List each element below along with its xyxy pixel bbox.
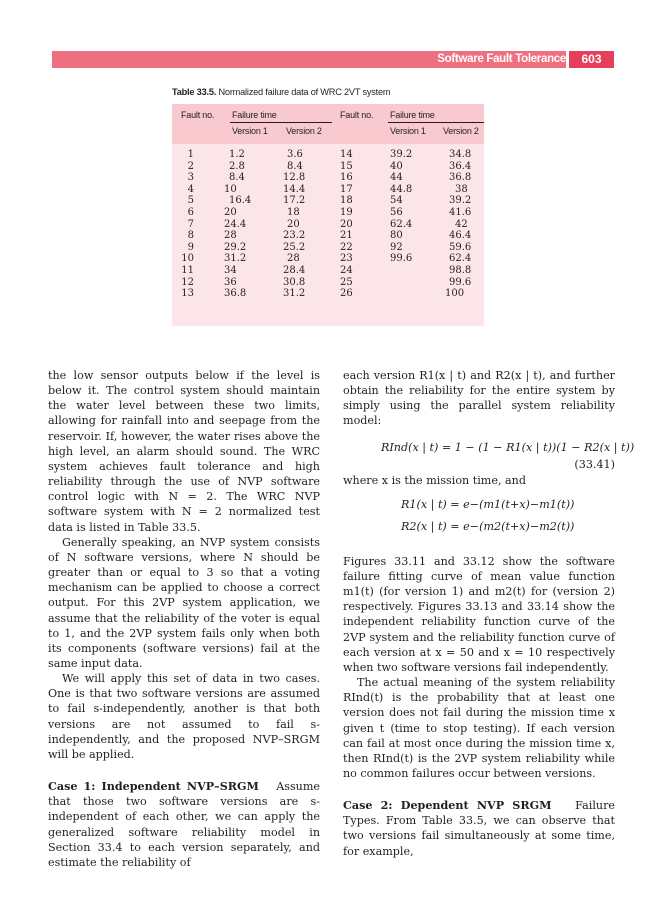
table-caption-text: Normalized failure data of WRC 2VT system: [218, 87, 391, 97]
col-header-version1: Version 1: [232, 126, 268, 136]
table-header: [172, 104, 484, 144]
equation-33-41: [343, 439, 635, 456]
col-header-fault-no: Fault no.: [181, 110, 215, 120]
table-row: 4 10 14.4 17 44.8 38: [187, 183, 468, 195]
paragraph: Generally speaking, an NVP system consists of N software versions, where N should be greater than or equal to 3 so that a voting mechanism can be applied to choose a correct output. For this 2VP system application, we assume that the reliability of the voter is equal to 1, and the 2VP system fails only when both its components (software versions) fail at the same input data.: [48, 535, 320, 670]
table-row: 13 36.8 31.2 26 100: [181, 288, 465, 300]
table-row: 5 16.4 17.2 18 54 39.2: [187, 195, 472, 207]
case1-paragraph: [48, 779, 320, 870]
case2-text: Failure Types. From Table 33.5, we can observe that two versions fail simultaneously at some time, for example,: [343, 799, 616, 858]
equation-number-row: [343, 456, 615, 473]
case1-text: Assume that those two software versions are s-independent of each other, we can apply the generalized software reliability model in Section 33.4 to each version separately, and estimate the reliability of: [48, 780, 320, 869]
col-header-version1-2: Version 1: [390, 126, 426, 136]
table-row: 1 1.2 3.6 14 39.2 34.8: [187, 149, 472, 160]
col-header-failure-time-2: Failure time: [390, 110, 435, 120]
case2-paragraph: [343, 798, 615, 859]
paragraph: the low sensor outputs below if the level is below it. The control system should maintain the water level between these two limits, allowing for rainfall into and seepage from the reservoir. If, however, the water rises above the high level, an alarm should sound. The WRC system achieves fault tolerance and high reliability through the use of NVP software control logic with N = 2. The WRC NVP software system with N = 2 normalized test data is listed in Table 33.5.: [48, 369, 320, 534]
running-header-title: Software Fault Tolerance: [437, 53, 566, 65]
col-header-failure-time: Failure time: [232, 110, 277, 120]
paragraph: where x is the mission time, and: [343, 473, 526, 487]
left-column: [48, 368, 320, 870]
table-row: 3 8.4 12.8 16 44 36.8: [187, 172, 472, 184]
header-rule-2: [388, 122, 484, 123]
equation-r2: R2(x | t) = e−(m2(t+x)−m2(t)): [401, 519, 575, 533]
table-body: [172, 144, 484, 326]
col-header-version2-2: Version 2: [443, 126, 479, 136]
right-column: [343, 368, 635, 859]
case1-heading: Case 1: Independent NVP–SRGM: [48, 780, 259, 794]
table-row: 7 24.4 20 20 62.4 42: [187, 218, 468, 230]
col-header-fault-no-2: Fault no.: [340, 110, 374, 120]
page-number: 603: [569, 51, 614, 68]
table-row: 8 28 23.2 21 80 46.4: [187, 230, 472, 242]
table-row: 2 2.8 8.4 15 40 36.4: [187, 160, 472, 172]
equation-r1: R1(x | t) = e−(m1(t+x)−m1(t)): [401, 497, 575, 511]
table-row: 12 36 30.8 25 99.6: [181, 276, 472, 288]
table-row: 9 29.2 25.2 22 92 59.6: [187, 241, 472, 253]
table-row: 10 31.2 28 23 99.6 62.4: [181, 253, 472, 265]
table-caption-label: Table 33.5.: [172, 87, 217, 97]
col-header-version2: Version 2: [286, 126, 322, 136]
running-header: [52, 51, 614, 68]
case2-heading: Case 2: Dependent NVP SRGM: [343, 799, 552, 813]
equation-text: RInd(x | t) = 1 − (1 − R1(x | t))(1 − R2(x | t)): [381, 440, 635, 454]
paragraph: The actual meaning of the system reliability RInd(t) is the probability that at least one version does not fail during the mission time x given t (time to stop testing). If each version can fail at most once during the mission time x, then RInd(t) is the 2VP system reliability while no common failures occur between versions.: [343, 676, 615, 780]
equation-number: (33.41): [574, 457, 615, 471]
paragraph: We will apply this set of data in two cases. One is that two software versions are assumed to fail s-independently, another is that both versions are not assumed to fail s-independently, and the proposed NVP–SRGM will be applied.: [48, 672, 320, 761]
table-row: 11 34 28.4 24 98.8: [181, 265, 472, 276]
table-caption: [172, 87, 390, 97]
paragraph: each version R1(x | t) and R2(x | t), and further obtain the reliability for the entire system by simply using the parallel system reliability model:: [343, 369, 615, 428]
table-row: 6 20 18 19 56 41.6: [187, 207, 472, 218]
header-rule: [230, 122, 332, 123]
paragraph: Figures 33.11 and 33.12 show the software failure fitting curve of mean value function m1(t) (for version 1) and m2(t) for (version 2) respectively. Figures 33.13 and 33.14 show the independent reliability function curve of the 2VP system and the reliability function curve of each version at x = 50 and x = 10 respectively when two software versions fail independently.: [343, 554, 615, 674]
